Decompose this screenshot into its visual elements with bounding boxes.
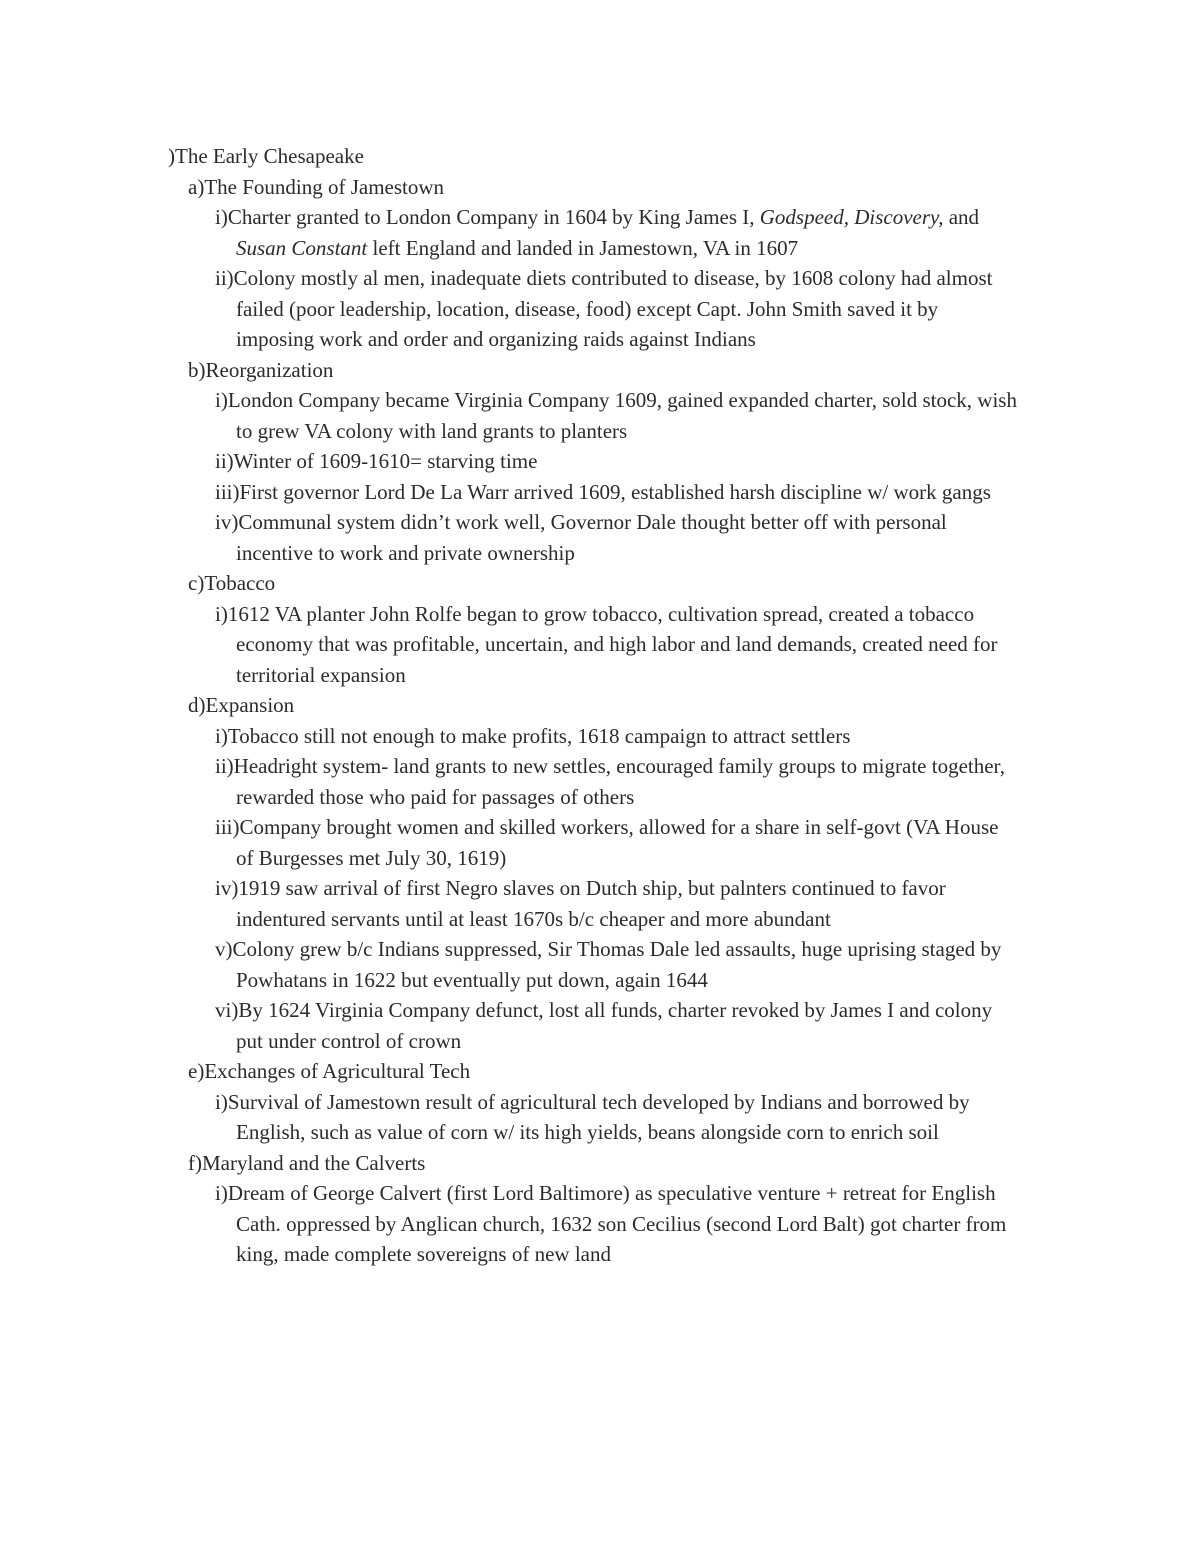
item-marker: iii) <box>215 815 240 839</box>
item-text: London Company became Virginia Company 1609, gained expanded charter, sold stock, wish to grew VA colony with land grants to planters <box>227 388 1017 443</box>
item-text: left England and landed in Jamestown, VA in 1607 <box>367 235 799 260</box>
section-title: Maryland and the Calverts <box>202 1150 426 1175</box>
section-heading <box>168 690 1018 721</box>
section-title: Tobacco <box>204 571 276 595</box>
list-item <box>168 751 1018 812</box>
section-title: The Founding of Jamestown <box>204 174 445 199</box>
item-marker: i) <box>215 1181 228 1205</box>
item-marker: i) <box>215 601 228 626</box>
item-marker: ii) <box>215 449 234 473</box>
item-text: Company brought women and skilled workers, allowed for a share in self-govt (VA House of Burgesses met July 30, 1619) <box>236 815 999 870</box>
item-marker: i) <box>215 723 228 748</box>
list-item <box>168 477 1018 508</box>
list-item <box>168 202 1018 263</box>
item-text: Communal system didn’t work well, Governor Dale thought better off with personal incentive to work and private ownership <box>236 510 947 565</box>
outline <box>168 141 1018 1270</box>
item-marker: iii) <box>215 479 240 504</box>
list-item <box>168 599 1018 691</box>
item-text: Winter of 1609-1610= starving time <box>233 449 538 473</box>
item-text: Survival of Jamestown result of agricultural tech developed by Indians and borrowed by English, such as value of corn w/ its high yields, beans alongside corn to enrich soil <box>227 1089 970 1144</box>
list-item <box>168 385 1018 446</box>
section-marker: d) <box>188 693 206 717</box>
list-item <box>168 1178 1018 1270</box>
item-text: Charter granted to London Company in 1604 by King James I, <box>227 205 760 229</box>
list-item <box>168 1087 1018 1148</box>
item-text: Dream of George Calvert (first Lord Baltimore) as speculative venture + retreat for English Cath. oppressed by Anglican church, 1632 son Cecilius (second Lord Balt) got charter from king, made complete sovereigns of new land <box>227 1181 1007 1266</box>
item-text: Headright system- land grants to new settles, encouraged family groups to migrate together, rewarded those who paid for passages of others <box>233 754 1005 809</box>
list-item <box>168 934 1018 995</box>
section-marker: a) <box>188 174 205 199</box>
item-text-italic: Godspeed, Discovery, <box>759 205 944 229</box>
list-item <box>168 812 1018 873</box>
item-text: Colony grew b/c Indians suppressed, Sir Thomas Dale led assaults, huge uprising staged by Powhatans in 1622 but eventually put down, again 1644 <box>232 937 1002 992</box>
list-item <box>168 721 1018 752</box>
item-marker: vi) <box>215 998 239 1022</box>
section-heading <box>168 172 1018 203</box>
section-title: Reorganization <box>205 357 334 382</box>
item-marker: ii) <box>215 266 234 290</box>
item-text: By 1624 Virginia Company defunct, lost all funds, charter revoked by James I and colony put under control of crown <box>236 998 993 1053</box>
list-item <box>168 507 1018 568</box>
section-marker: f) <box>188 1150 202 1175</box>
section-title: Exchanges of Agricultural Tech <box>204 1059 471 1083</box>
section-marker: b) <box>188 357 206 382</box>
item-text-italic: Susan Constant <box>236 235 368 260</box>
item-text: Colony mostly al men, inadequate diets contributed to disease, by 1608 colony had almost failed (poor leadership, location, disease, food) except Capt. John Smith saved it by imposing work and order and organizing raids against Indians <box>233 266 993 351</box>
item-text: 1612 VA planter John Rolfe began to grow tobacco, cultivation spread, created a tobacco economy that was profitable, uncertain, and high labor and land demands, created need for territorial expansion <box>227 601 998 687</box>
list-item <box>168 873 1018 934</box>
item-text: Tobacco still not enough to make profits, 1618 campaign to attract settlers <box>227 723 851 748</box>
item-marker: i) <box>215 205 228 229</box>
heading-marker: ) <box>168 144 175 168</box>
item-marker: iv) <box>215 876 239 900</box>
section-heading <box>168 568 1018 599</box>
item-marker: ii) <box>215 754 234 778</box>
list-item <box>168 995 1018 1056</box>
item-marker: i) <box>215 1089 228 1114</box>
list-item <box>168 263 1018 355</box>
section-heading <box>168 355 1018 386</box>
item-marker: iv) <box>215 510 239 534</box>
item-marker: i) <box>215 388 228 412</box>
section-marker: c) <box>188 571 205 595</box>
list-item <box>168 446 1018 477</box>
section-marker: e) <box>188 1059 205 1083</box>
outline-heading <box>168 141 1018 172</box>
item-text: 1919 saw arrival of first Negro slaves on Dutch ship, but palnters continued to favor indentured servants until at least 1670s b/c cheaper and more abundant <box>236 876 946 931</box>
section-heading <box>168 1148 1018 1179</box>
section-heading <box>168 1056 1018 1087</box>
item-text: and <box>943 205 980 229</box>
heading-text: The Early Chesapeake <box>175 144 364 168</box>
item-text: First governor Lord De La Warr arrived 1609, established harsh discipline w/ work gangs <box>239 479 991 504</box>
section-title: Expansion <box>205 693 295 717</box>
item-marker: v) <box>215 937 233 961</box>
